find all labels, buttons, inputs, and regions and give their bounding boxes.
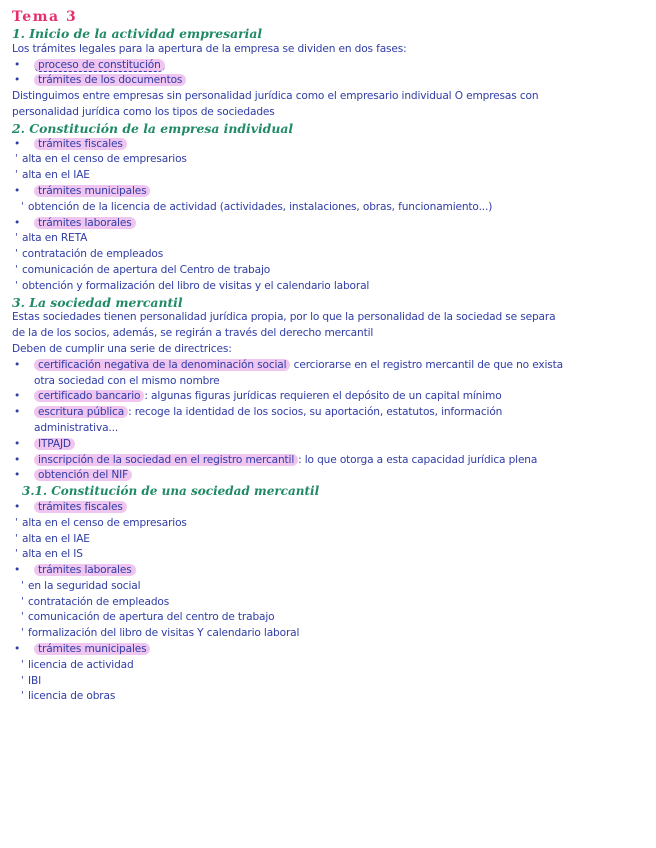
sub-item: ' IBI bbox=[12, 674, 644, 690]
sub-item: ' obtención de la licencia de actividad (actividades, instalaciones, obras, funcionamiento...) bbox=[12, 200, 644, 216]
item-description: : recoge la identidad de los socios, su aportación, estatutos, información bbox=[128, 406, 503, 419]
page-title: Tema 3 bbox=[12, 9, 78, 25]
list-item bbox=[12, 563, 644, 579]
highlighted-term: trámites de los documentos bbox=[34, 74, 186, 86]
section-3-paragraph-line: de la de los socios, además, se regirán a través del derecho mercantil bbox=[12, 327, 374, 340]
list-item bbox=[12, 389, 644, 405]
list-item bbox=[12, 73, 644, 89]
sub-item: ' formalización del libro de visitas Y calendario laboral bbox=[12, 626, 644, 642]
section-3-paragraph-line: Deben de cumplir una serie de directrices: bbox=[12, 342, 232, 355]
section-1-intro: Los trámites legales para la apertura de la empresa se dividen en dos fases: bbox=[12, 42, 407, 55]
highlighted-term: escritura pública bbox=[34, 406, 128, 418]
highlighted-term: ITPAJD bbox=[34, 438, 75, 450]
highlighted-term: obtención del NIF bbox=[34, 469, 132, 481]
sub-item: ' comunicación de apertura del Centro de trabajo bbox=[12, 263, 644, 279]
sub-item: ' alta en el IS bbox=[12, 547, 644, 563]
highlighted-term: trámites municipales bbox=[34, 643, 150, 655]
sub-item: ' alta en el IAE bbox=[12, 532, 644, 548]
highlighted-term: certificación negativa de la denominación social bbox=[34, 359, 290, 371]
section-3-heading: 3. La sociedad mercantil bbox=[12, 294, 183, 310]
item-continuation: administrativa... bbox=[34, 421, 119, 434]
sub-item: ' en la seguridad social bbox=[12, 579, 644, 595]
list-item bbox=[12, 453, 644, 469]
list-item bbox=[12, 405, 644, 437]
list-item bbox=[12, 437, 644, 453]
highlighted-term: trámites fiscales bbox=[34, 501, 127, 513]
highlighted-term: trámites fiscales bbox=[34, 138, 127, 150]
list-item bbox=[12, 642, 644, 658]
highlighted-term: trámites municipales bbox=[34, 185, 150, 197]
list-item bbox=[12, 358, 644, 390]
notes-page bbox=[12, 8, 644, 705]
list-item bbox=[12, 184, 644, 200]
item-continuation: otra sociedad con el mismo nombre bbox=[34, 374, 220, 387]
item-description: : algunas figuras jurídicas requieren el depósito de un capital mínimo bbox=[144, 390, 502, 403]
sub-item: ' comunicación de apertura del centro de trabajo bbox=[12, 610, 644, 626]
highlighted-term: proceso de constitución bbox=[34, 59, 165, 72]
highlighted-term: certificado bancario bbox=[34, 390, 144, 402]
sub-item: ' licencia de obras bbox=[12, 689, 644, 705]
list-item bbox=[12, 137, 644, 153]
section-1-heading: 1. Inicio de la actividad empresarial bbox=[12, 26, 263, 41]
list-item bbox=[12, 58, 644, 74]
item-description: cerciorarse en el registro mercantil de que no exista bbox=[290, 358, 564, 371]
sub-item: ' alta en el censo de empresarios bbox=[12, 152, 644, 168]
highlighted-term: trámites laborales bbox=[34, 217, 136, 229]
section-2-heading: 2. Constitución de la empresa individual bbox=[12, 120, 294, 136]
section-1-paragraph-line: personalidad jurídica como los tipos de sociedades bbox=[12, 105, 275, 118]
list-item bbox=[12, 216, 644, 232]
sub-item: ' contratación de empleados bbox=[12, 595, 644, 611]
sub-item: ' alta en RETA bbox=[12, 231, 644, 247]
sub-item: ' alta en el IAE bbox=[12, 168, 644, 184]
section-3-paragraph-line: Estas sociedades tienen personalidad jurídica propia, por lo que la personalidad de la sociedad se separa bbox=[12, 311, 556, 324]
sub-item: ' licencia de actividad bbox=[12, 658, 644, 674]
sub-item: ' alta en el censo de empresarios bbox=[12, 516, 644, 532]
list-item bbox=[12, 500, 644, 516]
section-3-1-heading: 3.1. Constitución de una sociedad mercantil bbox=[22, 484, 320, 499]
sub-item: ' contratación de empleados bbox=[12, 247, 644, 263]
sub-item: ' obtención y formalización del libro de visitas y el calendario laboral bbox=[12, 279, 644, 295]
section-1-paragraph-line: Distinguimos entre empresas sin personalidad jurídica como el empresario individual O empresas con bbox=[12, 90, 539, 103]
list-item bbox=[12, 468, 644, 484]
item-description: : lo que otorga a esta capacidad jurídica plena bbox=[298, 453, 538, 466]
highlighted-term: trámites laborales bbox=[34, 564, 136, 576]
highlighted-term: inscripción de la sociedad en el registro mercantil bbox=[34, 454, 298, 466]
